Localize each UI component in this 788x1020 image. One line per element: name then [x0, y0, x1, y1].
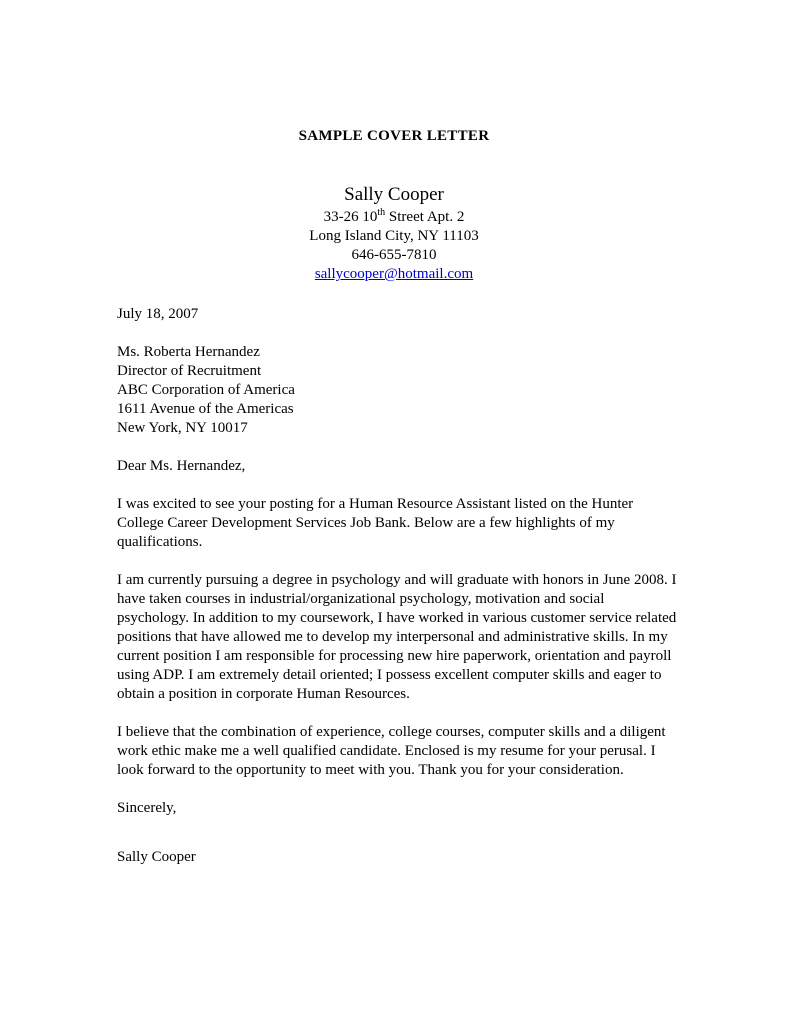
street-number: 33-26 10: [323, 209, 378, 225]
paragraph-qualifications: I am currently pursuing a degree in psychology and will graduate with honors in June 2008. I have taken courses in industrial/organizational psychology, motivation and social psychology. In addition to my coursework, I have worked in various customer service related positions that have allowed me to develop my interpersonal and administrative skills. In my current position I am responsible for processing new hire paperwork, orientation and payroll using ADP. I am extremely detail oriented; I possess excellent computer skills and eager to obtain a position in corporate Human Resources.: [117, 572, 677, 702]
sender-block: [0, 183, 788, 284]
sender-email-line: [0, 265, 788, 284]
street-ordinal-suffix: th: [377, 207, 386, 218]
date-line: July 18, 2007: [117, 306, 199, 322]
paragraph-intro: I was excited to see your posting for a Human Resource Assistant listed on the Hunter College Career Development Services Job Bank. Below are a few highlights of my qualifications.: [117, 496, 634, 550]
recipient-company: ABC Corporation of America: [117, 382, 295, 398]
recipient-street: 1611 Avenue of the Americas: [117, 401, 294, 417]
document-title: SAMPLE COVER LETTER: [298, 128, 490, 144]
street-rest: Street Apt. 2: [385, 209, 465, 225]
letter-body: [117, 305, 677, 867]
recipient-name: Ms. Roberta Hernandez: [117, 344, 260, 360]
signature-name: Sally Cooper: [117, 849, 196, 865]
sender-email-link[interactable]: sallycooper@hotmail.com: [314, 266, 474, 282]
sender-street-address: [0, 208, 788, 227]
sender-city-line: Long Island City, NY 11103: [309, 228, 479, 244]
sender-phone: 646-655-7810: [351, 247, 437, 263]
recipient-city: New York, NY 10017: [117, 420, 248, 436]
salutation: Dear Ms. Hernandez,: [117, 458, 246, 474]
recipient-title: Director of Recruitment: [117, 363, 262, 379]
sender-name: Sally Cooper: [344, 184, 444, 205]
paragraph-closing-pitch: I believe that the combination of experience, college courses, computer skills and a diligent work ethic make me a well qualified candidate. Enclosed is my resume for your perusal. I look forward to the opportunity to meet with you. Thank you for your consideration.: [117, 724, 666, 778]
recipient-block: [117, 343, 677, 438]
closing-valediction: Sincerely,: [117, 800, 177, 816]
